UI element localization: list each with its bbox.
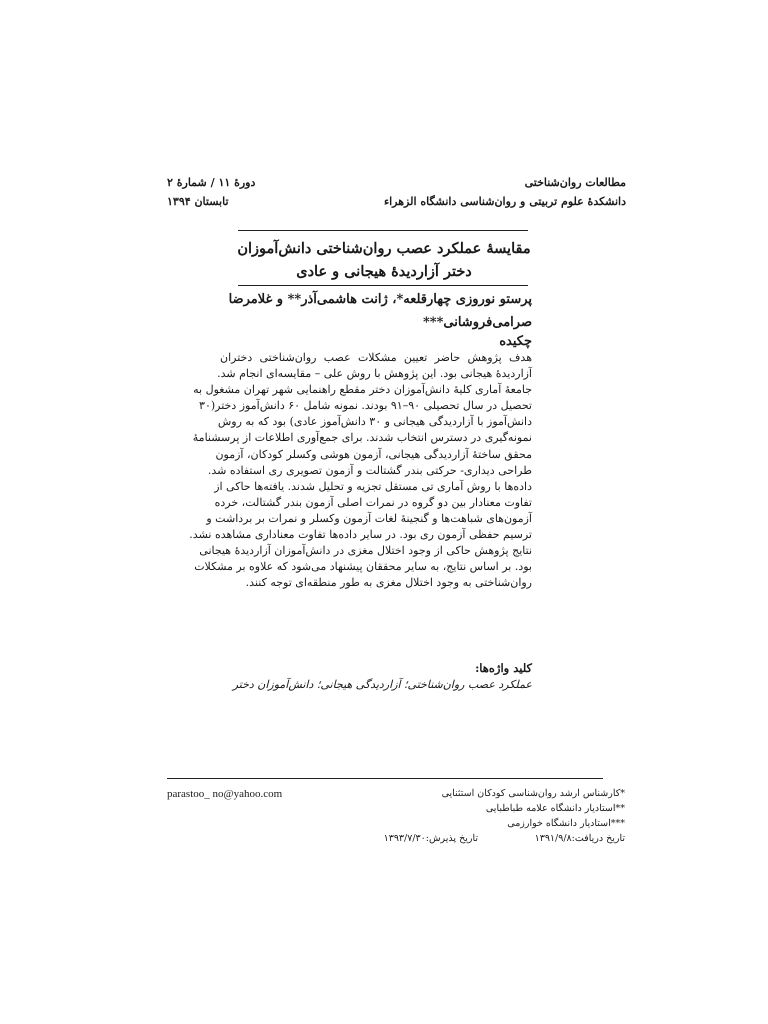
paper-title-line-2: دختر آزاردیدهٔ هیجانی و عادی <box>296 263 472 280</box>
title-bottom-rule <box>238 285 528 286</box>
paper-title-line-1: مقایسهٔ عملکرد عصب روان‌شناختی دانش‌آموزان <box>237 240 531 257</box>
received-date: تاریخ دریافت:۱۳۹۱/۹/۸ <box>534 833 625 844</box>
issue-season: تابستان ۱۳۹۴ <box>167 195 229 208</box>
abstract-line: روان‌شناختی به وجود اختلال مغزی به طور منطقه‌ای توجه کنند. <box>245 576 532 590</box>
abstract-line: بود. بر اساس نتایج، به سایر محققان پیشنهاد می‌شود که علاوه بر مشکلات <box>194 560 532 574</box>
issue-number: دورهٔ ۱۱ / شمارهٔ ۲ <box>167 176 256 189</box>
journal-name: مطالعات روان‌شناختی <box>524 176 626 189</box>
keywords-heading: کلید واژه‌ها: <box>475 661 532 675</box>
abstract-line: آزمون‌های شباهت‌ها و گنجینهٔ لغات آزمون وکسلر و نمرات بر برداشت و <box>206 511 532 525</box>
faculty-name: دانشکدهٔ علوم تربیتی و روان‌شناسی دانشگاه الزهراء <box>383 195 626 208</box>
title-top-rule <box>238 230 528 231</box>
footnote-author-1: *کارشناس ارشد روان‌شناسی کودکان استثنایی <box>441 788 625 799</box>
abstract-line: طراحی دیداری- حرکتی بندر گشتالت و آزمون تصویری ری استفاده شد. <box>207 463 532 477</box>
abstract-line: نمونه‌گیری در دسترس انتخاب شدند. برای جمع‌آوری اطلاعات از پرسشنامهٔ <box>192 431 532 445</box>
authors-line-1: پرستو نوروزی چهارقلعه*، ژانت هاشمی‌آذر** و غلامرضا <box>228 292 532 307</box>
footnote-author-2: **استادیار دانشگاه علامه طباطبایی <box>485 803 625 814</box>
footnote-rule <box>167 778 603 779</box>
authors-line-2: صرامی‌فروشانی*** <box>423 315 532 330</box>
corresponding-email[interactable]: parastoo_ no@yahoo.com <box>167 788 283 800</box>
abstract-line: دانش‌آموز با آزاردیدگی هیجانی و ۳۰ دانش‌آموز عادی) بود که به روش <box>217 415 532 429</box>
abstract-body <box>189 350 532 591</box>
abstract-heading: چکیده <box>499 334 532 349</box>
abstract-line: داده‌ها با روش آماری تی مستقل تجزیه و تحلیل شدند. یافته‌ها حاکی از <box>214 479 532 493</box>
abstract-line: آزاردیدهٔ هیجانی بود. این پژوهش با روش علی – مقایسه‌ای انجام شد. <box>217 367 532 381</box>
footnote-author-3: ***استادیار دانشگاه خوارزمی <box>507 818 625 829</box>
accepted-date: تاریخ پذیرش:۱۳۹۳/۷/۳۰ <box>383 833 478 844</box>
abstract-line: هدف پژوهش حاضر تعیین مشکلات عصب روان‌شناختی دختران <box>220 351 532 364</box>
keywords-list: عملکرد عصب روان‌شناختی؛ آزاردیدگی هیجانی؛ دانش‌آموزان دختر <box>232 678 532 691</box>
abstract-line: ترسیم حفظی آزمون ری بود. در سایر داده‌ها تفاوت معناداری مشاهده نشد. <box>189 528 532 542</box>
abstract-line: محقق ساختهٔ آزاردیدگی هیجانی، آزمون هوشی وکسلر کودکان، آزمون <box>215 447 532 461</box>
abstract-line: جامعهٔ آماری کلیهٔ دانش‌آموزان دختر مقطع راهنمایی شهر تهران مشغول به <box>193 383 532 397</box>
abstract-line: تحصیل در سال تحصیلی ۹۰–۹۱ بودند. نمونه شامل ۶۰ دانش‌آموز دختر(۳۰ <box>199 399 532 413</box>
abstract-line: تفاوت معنادار بین دو گروه در نمرات اصلی آزمون بندر گشتالت، خرده <box>214 495 532 509</box>
abstract-line: نتایج پژوهش حاکی از وجود اختلال مغزی در دانش‌آموزان آزاردیدهٔ هیجانی <box>199 544 532 558</box>
